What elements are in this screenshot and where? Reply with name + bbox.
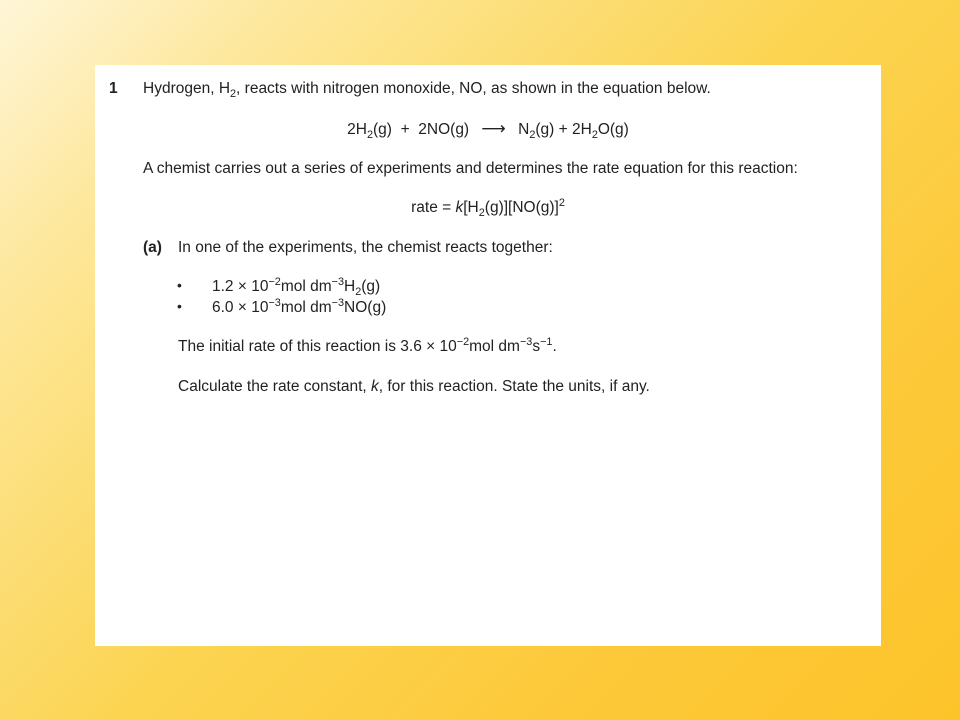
question-number: 1 bbox=[109, 80, 118, 97]
question-panel bbox=[95, 65, 881, 646]
rate-equation: rate = $k[H_2(g)][NO(g)]^2$ bbox=[411, 197, 565, 219]
reactant-h2-concentration: $1.2 \times 10^{-2}mol$ $dm^{-3}H_2(g)$ bbox=[212, 276, 381, 298]
reactant-no-concentration: $6.0 \times 10^{-3}mol$ $dm^{-3}NO(g)$ bbox=[212, 297, 387, 316]
initial-rate-statement: The initial rate of this reaction is $3.6 \times 10^{-2}mol$ $dm^{-3}s^{-1}$. bbox=[178, 336, 557, 355]
part-a-intro: In one of the experiments, the chemist reacts together: bbox=[178, 239, 553, 256]
calculation-instruction: Calculate the rate constant, k, for this reaction. State the units, if any. bbox=[178, 378, 650, 395]
question-intro: Hydrogen, $H_2$, reacts with nitrogen monoxide, NO, as shown in the equation below. bbox=[143, 80, 711, 100]
rate-statement: A chemist carries out a series of experiments and determines the rate equation for this reaction: bbox=[143, 160, 798, 177]
reaction-equation: $2H_2(g) + 2NO(g)$ ⟶ $N_2(g) + 2H_2O(g)$ bbox=[347, 119, 629, 141]
bullet-icon: • bbox=[177, 277, 182, 293]
part-a-label: (a) bbox=[143, 239, 162, 256]
bullet-icon: • bbox=[177, 298, 182, 314]
reaction-arrow-icon: ⟶ bbox=[481, 119, 506, 138]
